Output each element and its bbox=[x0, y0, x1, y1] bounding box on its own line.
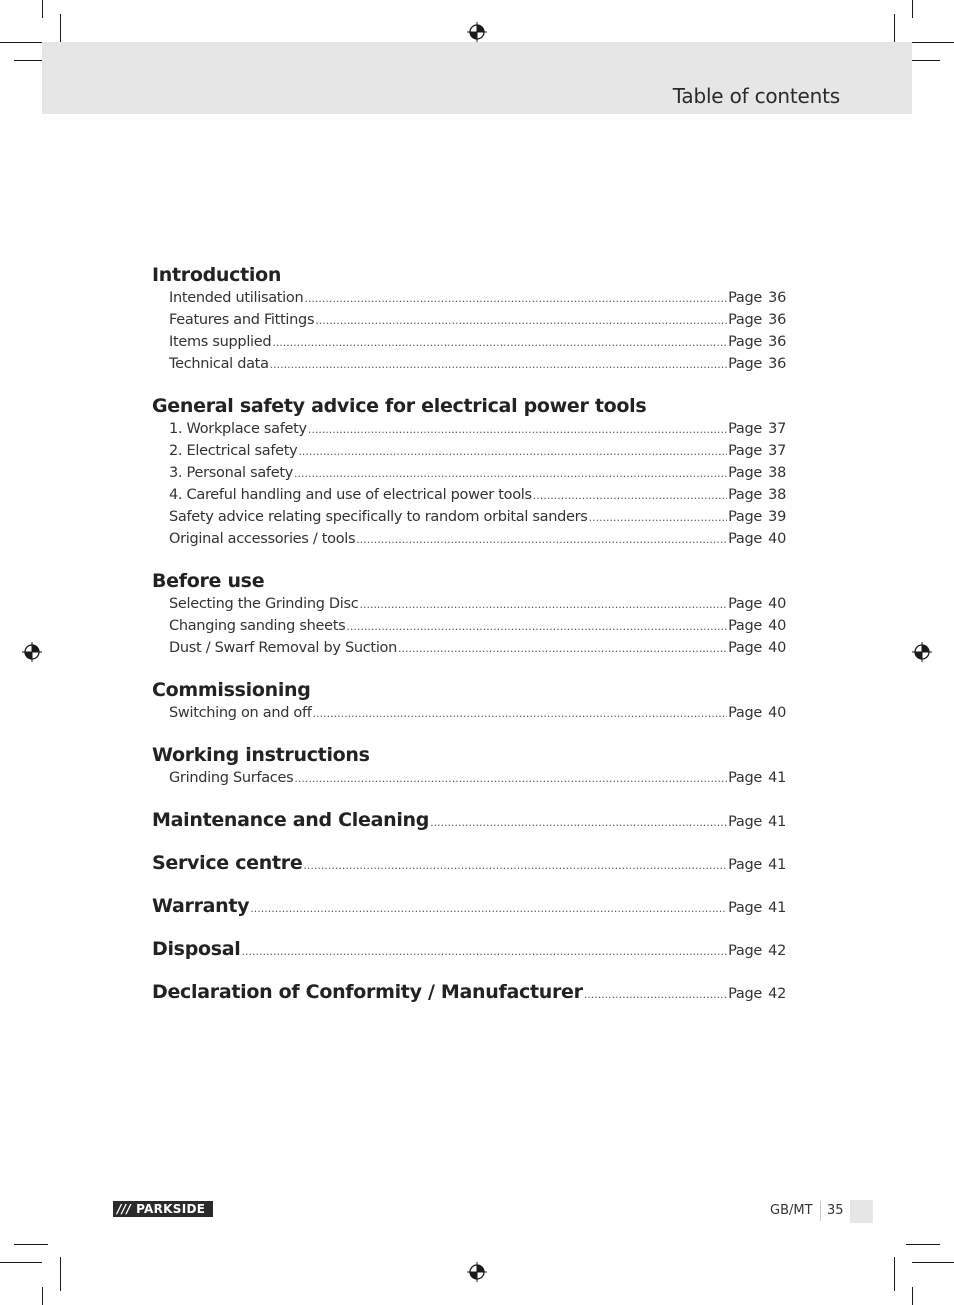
page-word: Page bbox=[728, 487, 762, 503]
toc-section-title: Warranty bbox=[152, 895, 250, 917]
toc-entry[interactable] bbox=[152, 421, 786, 443]
toc-section-title: Introduction bbox=[152, 264, 282, 286]
toc-entry[interactable] bbox=[152, 618, 786, 640]
page-word: Page bbox=[728, 312, 762, 328]
toc-page-ref bbox=[728, 421, 786, 437]
toc-entry[interactable] bbox=[152, 334, 786, 356]
dot-leader bbox=[308, 423, 727, 436]
toc-page-ref bbox=[728, 943, 786, 959]
page-number: 36 bbox=[768, 356, 786, 372]
dot-leader bbox=[359, 598, 727, 611]
toc-entry[interactable] bbox=[152, 509, 786, 531]
page-number: 41 bbox=[768, 814, 786, 830]
toc-section-title: General safety advice for electrical power tools bbox=[152, 395, 647, 417]
page-word: Page bbox=[728, 531, 762, 547]
page-number: 36 bbox=[768, 312, 786, 328]
toc-section bbox=[152, 981, 786, 1007]
dot-leader bbox=[346, 620, 727, 633]
page-number: 40 bbox=[768, 640, 786, 656]
page-number: 36 bbox=[768, 334, 786, 350]
page-number: 41 bbox=[768, 770, 786, 786]
page-word: Page bbox=[728, 334, 762, 350]
dot-leader bbox=[303, 859, 727, 872]
crop-mark-icon bbox=[60, 1257, 61, 1291]
toc-section-title: Service centre bbox=[152, 852, 303, 874]
crop-mark-icon bbox=[42, 1287, 43, 1305]
footer-page-number: 35 bbox=[827, 1203, 844, 1218]
toc-page-ref bbox=[728, 770, 786, 786]
toc-entry[interactable] bbox=[152, 312, 786, 334]
toc-section bbox=[152, 679, 786, 727]
toc-page-ref bbox=[728, 640, 786, 656]
registration-mark-icon bbox=[467, 22, 487, 42]
page-word: Page bbox=[728, 421, 762, 437]
crop-mark-icon bbox=[906, 1244, 940, 1245]
dot-leader bbox=[315, 314, 727, 327]
registration-mark-icon bbox=[912, 642, 932, 662]
toc-section-heading[interactable] bbox=[152, 938, 786, 964]
toc-page-ref bbox=[728, 618, 786, 634]
toc-page-ref bbox=[728, 705, 786, 721]
logo-text: PARKSIDE bbox=[136, 1202, 206, 1216]
toc-page-ref bbox=[728, 290, 786, 306]
toc-page-ref bbox=[728, 356, 786, 372]
toc-page-ref bbox=[728, 900, 786, 916]
crop-mark-icon bbox=[0, 42, 42, 43]
toc-entry[interactable] bbox=[152, 531, 786, 553]
toc-section-heading[interactable] bbox=[152, 264, 786, 290]
page-word: Page bbox=[728, 986, 762, 1002]
toc-entry[interactable] bbox=[152, 770, 786, 792]
toc-page-ref bbox=[728, 465, 786, 481]
page-word: Page bbox=[728, 857, 762, 873]
toc-entry[interactable] bbox=[152, 443, 786, 465]
footer-language: GB/MT bbox=[770, 1203, 813, 1218]
toc-section-heading[interactable] bbox=[152, 895, 786, 921]
toc-section-heading[interactable] bbox=[152, 395, 786, 421]
page-word: Page bbox=[728, 640, 762, 656]
dot-leader bbox=[242, 945, 728, 958]
toc-section bbox=[152, 744, 786, 792]
toc-entry-label: 2. Electrical safety bbox=[169, 443, 298, 459]
dot-leader bbox=[272, 336, 727, 349]
page-number: 37 bbox=[768, 421, 786, 437]
crop-mark-icon bbox=[912, 42, 954, 43]
toc-section-heading[interactable] bbox=[152, 744, 786, 770]
footer-divider bbox=[820, 1201, 821, 1221]
page-word: Page bbox=[728, 356, 762, 372]
dot-leader bbox=[304, 292, 727, 305]
toc-section-heading[interactable] bbox=[152, 679, 786, 705]
page-number: 39 bbox=[768, 509, 786, 525]
page-number: 42 bbox=[768, 986, 786, 1002]
toc-entry-label: Technical data bbox=[169, 356, 269, 372]
crop-mark-icon bbox=[912, 0, 913, 18]
page-word: Page bbox=[728, 290, 762, 306]
page-word: Page bbox=[728, 705, 762, 721]
toc-page-ref bbox=[728, 509, 786, 525]
page-word: Page bbox=[728, 509, 762, 525]
page-word: Page bbox=[728, 814, 762, 830]
table-of-contents bbox=[152, 264, 786, 1024]
toc-page-ref bbox=[728, 443, 786, 459]
toc-entry-label: Intended utilisation bbox=[169, 290, 304, 306]
toc-entry-label: Changing sanding sheets bbox=[169, 618, 346, 634]
page-number: 40 bbox=[768, 705, 786, 721]
crop-mark-icon bbox=[912, 1287, 913, 1305]
page-word: Page bbox=[728, 770, 762, 786]
page-number: 37 bbox=[768, 443, 786, 459]
registration-mark-icon bbox=[467, 1262, 487, 1282]
toc-entry[interactable] bbox=[152, 487, 786, 509]
toc-entry[interactable] bbox=[152, 640, 786, 662]
page-word: Page bbox=[728, 943, 762, 959]
toc-entry-label: Dust / Swarf Removal by Suction bbox=[169, 640, 398, 656]
page-number: 40 bbox=[768, 596, 786, 612]
page-number: 40 bbox=[768, 618, 786, 634]
toc-entry-label: Selecting the Grinding Disc bbox=[169, 596, 359, 612]
toc-entry-label: Items supplied bbox=[169, 334, 272, 350]
page-number: 38 bbox=[768, 465, 786, 481]
crop-mark-icon bbox=[42, 0, 43, 18]
toc-section-heading[interactable] bbox=[152, 570, 786, 596]
toc-section bbox=[152, 570, 786, 662]
toc-page-ref bbox=[728, 531, 786, 547]
dot-leader bbox=[584, 988, 727, 1001]
toc-section-title: Before use bbox=[152, 570, 265, 592]
dot-leader bbox=[250, 902, 727, 915]
toc-section bbox=[152, 264, 786, 378]
header-band bbox=[42, 42, 912, 114]
toc-section-title: Maintenance and Cleaning bbox=[152, 809, 430, 831]
dot-leader bbox=[270, 358, 727, 371]
dot-leader bbox=[294, 467, 727, 480]
dot-leader bbox=[430, 816, 727, 829]
page-number: 42 bbox=[768, 943, 786, 959]
toc-section-title: Commissioning bbox=[152, 679, 311, 701]
toc-page-ref bbox=[728, 487, 786, 503]
page-word: Page bbox=[728, 596, 762, 612]
toc-page-ref bbox=[728, 814, 786, 830]
toc-page-ref bbox=[728, 334, 786, 350]
toc-section-heading[interactable] bbox=[152, 852, 786, 878]
toc-entry-label: Switching on and off bbox=[169, 705, 312, 721]
logo-slashes: /// bbox=[117, 1202, 132, 1216]
toc-page-ref bbox=[728, 596, 786, 612]
page-number: 36 bbox=[768, 290, 786, 306]
toc-section-heading[interactable] bbox=[152, 809, 786, 835]
toc-entry-label: Safety advice relating specifically to random orbital sanders bbox=[169, 509, 588, 525]
dot-leader bbox=[533, 489, 727, 502]
toc-page-ref bbox=[728, 857, 786, 873]
toc-section bbox=[152, 809, 786, 835]
footer-box bbox=[850, 1200, 873, 1223]
dot-leader bbox=[313, 707, 727, 720]
page-word: Page bbox=[728, 900, 762, 916]
page-number: 40 bbox=[768, 531, 786, 547]
toc-entry[interactable] bbox=[152, 356, 786, 378]
toc-entry-label: Grinding Surfaces bbox=[169, 770, 294, 786]
brand-logo bbox=[113, 1201, 213, 1217]
toc-section bbox=[152, 852, 786, 878]
toc-page-ref bbox=[728, 312, 786, 328]
toc-section bbox=[152, 895, 786, 921]
page-title: Table of contents bbox=[672, 84, 840, 108]
toc-section-title: Declaration of Conformity / Manufacturer bbox=[152, 981, 583, 1003]
toc-entry[interactable] bbox=[152, 465, 786, 487]
page-number: 41 bbox=[768, 857, 786, 873]
page-word: Page bbox=[728, 618, 762, 634]
crop-mark-icon bbox=[912, 1262, 954, 1263]
crop-mark-icon bbox=[0, 1262, 42, 1263]
toc-section-heading[interactable] bbox=[152, 981, 786, 1007]
toc-entry[interactable] bbox=[152, 705, 786, 727]
crop-mark-icon bbox=[894, 1257, 895, 1291]
toc-entry-label: 3. Personal safety bbox=[169, 465, 294, 481]
toc-entry-label: 1. Workplace safety bbox=[169, 421, 307, 437]
page-word: Page bbox=[728, 465, 762, 481]
toc-section bbox=[152, 395, 786, 553]
toc-entry-label: 4. Careful handling and use of electrical power tools bbox=[169, 487, 532, 503]
page-number: 38 bbox=[768, 487, 786, 503]
crop-mark-icon bbox=[14, 1244, 48, 1245]
toc-entry-label: Original accessories / tools bbox=[169, 531, 356, 547]
toc-section-title: Working instructions bbox=[152, 744, 370, 766]
page-number: 41 bbox=[768, 900, 786, 916]
toc-section-title: Disposal bbox=[152, 938, 241, 960]
dot-leader bbox=[356, 533, 727, 546]
page-word: Page bbox=[728, 443, 762, 459]
toc-page-ref bbox=[728, 986, 786, 1002]
dot-leader bbox=[398, 642, 727, 655]
toc-section bbox=[152, 938, 786, 964]
toc-entry[interactable] bbox=[152, 290, 786, 312]
toc-entry-label: Features and Fittings bbox=[169, 312, 315, 328]
registration-mark-icon bbox=[22, 642, 42, 662]
dot-leader bbox=[294, 772, 727, 785]
toc-entry[interactable] bbox=[152, 596, 786, 618]
dot-leader bbox=[589, 511, 728, 524]
dot-leader bbox=[298, 445, 727, 458]
